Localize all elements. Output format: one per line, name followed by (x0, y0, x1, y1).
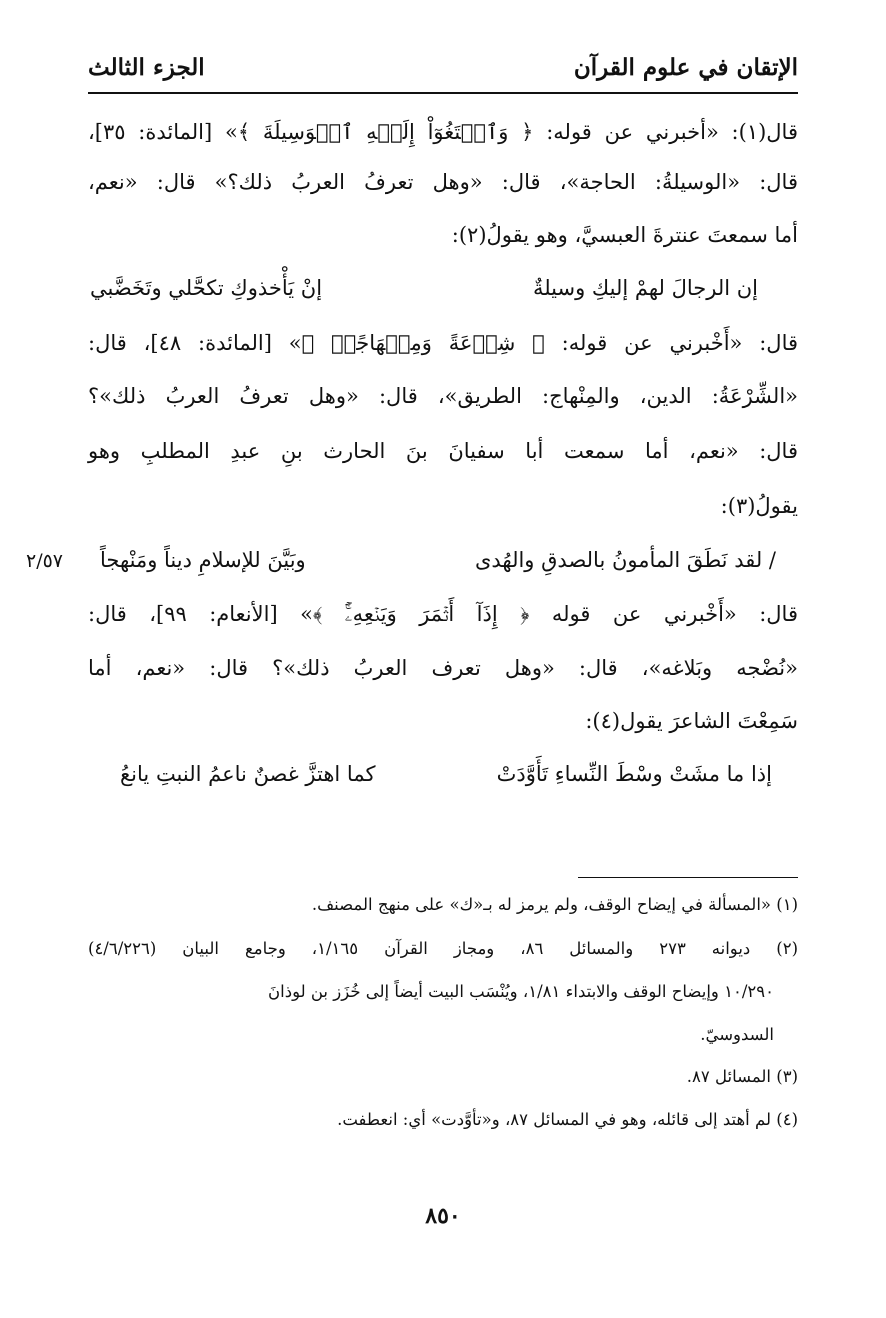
part-label: الجزء الثالث (88, 54, 205, 81)
verse-hemistich-first: إذا ما مشَتْ وسْطَ النِّساءِ تَأَوَّدَتْ (496, 762, 772, 786)
text-line: قال: «الوسيلةُ: الحاجة»، قال: «وهل تعرفُ العربُ ذلك؟» قال: «نعم، (88, 170, 798, 194)
footnote-continuation: ١٠/٢٩٠ وإيضاح الوقف والابتداء ١/٨١، ويُنْسَب البيت أيضاً إلى خُزَز بن لوذانَ (268, 982, 774, 1001)
verse-line (88, 762, 798, 812)
page-number: ٨٥٠ (425, 1203, 461, 1229)
footnote: (١) «المسألة في إيضاح الوقف، ولم يرمز له بـ«ك» على منهج المصنف. (311, 895, 798, 914)
text-line: يقولُ(٣): (720, 494, 798, 518)
verse-hemistich-second: إنْ يَأْخذوكِ تكحَّلي وتَخَضَّبي (90, 276, 323, 300)
verse-line (88, 276, 798, 326)
verse-hemistich-second: كما اهتزَّ غصنٌ ناعمُ النبتِ يانعُ (120, 762, 376, 786)
verse-hemistich-second: وبَيَّنَ للإسلامِ ديناً ومَنْهجاً (100, 548, 306, 572)
verse-hemistich-first: إن الرجالَ لهمْ إليكِ وسيلةٌ (532, 276, 758, 300)
text-line: قال: «نعم، أما سمعت أبا سفيانَ بنَ الحارث بنِ عبدِ المطلبِ وهو (88, 439, 798, 463)
book-title: الإتقان في علوم القرآن (573, 54, 798, 81)
footnote: (٤) لم أهتد إلى قائله، وهو في المسائل ٨٧، و«تأوَّدت» أي: انعطفت. (337, 1110, 798, 1129)
running-header (88, 50, 798, 90)
verse-line (26, 548, 798, 598)
text-line: «الشِّرْعَةُ: الدين، والمِنْهاج: الطريق»، قال: «وهل تعرفُ العربُ ذلك»؟ (88, 384, 798, 408)
footnote-separator (578, 877, 798, 878)
footnote: (٢) ديوانه ٢٧٣ والمسائل ٨٦، ومجاز القرآن ١/١٦٥، وجامع البيان (٤/٦/٢٢٦) (88, 939, 798, 958)
text-line: قال: «أَخْبرني عن قوله ﴿ إِذَآ أَثۡمَرَ وَيَنۡعِهِۦٓۚ ﴾» [الأنعام: ٩٩]، قال: (88, 602, 798, 626)
text-line: «نُضْجه وبَلاغه»، قال: «وهل تعرف العربُ ذلك»؟ قال: «نعم، أما (88, 656, 798, 680)
header-rule (88, 92, 798, 94)
verse-hemistich-first: / لقد نَطَقَ المأمونُ بالصدقِ والهُدى (474, 548, 776, 572)
text-line: أما سمعتَ عنترةَ العبسيَّ، وهو يقولُ(٢): (451, 223, 798, 247)
margin-page-marker: ٢/٥٧ (26, 550, 64, 572)
text-line: سَمِعْتَ الشاعرَ يقول(٤): (585, 709, 798, 733)
footnote: (٣) المسائل ٨٧. (686, 1067, 798, 1086)
text-line: قال: «أَخْبرني عن قوله: ﴿ شِرۡعَةً وَمِنۡهَاجًاۚ ﴾» [المائدة: ٤٨]، قال: (88, 331, 799, 355)
text-line: قال(١): «أخبرني عن قوله: ﴿ وَٱبۡتَغُوٓاْ إِلَيۡهِ ٱلۡوَسِيلَةَ ﴾» [المائدة: ٣٥]، (88, 120, 798, 144)
footnote-continuation: السدوسيّ. (700, 1025, 774, 1044)
